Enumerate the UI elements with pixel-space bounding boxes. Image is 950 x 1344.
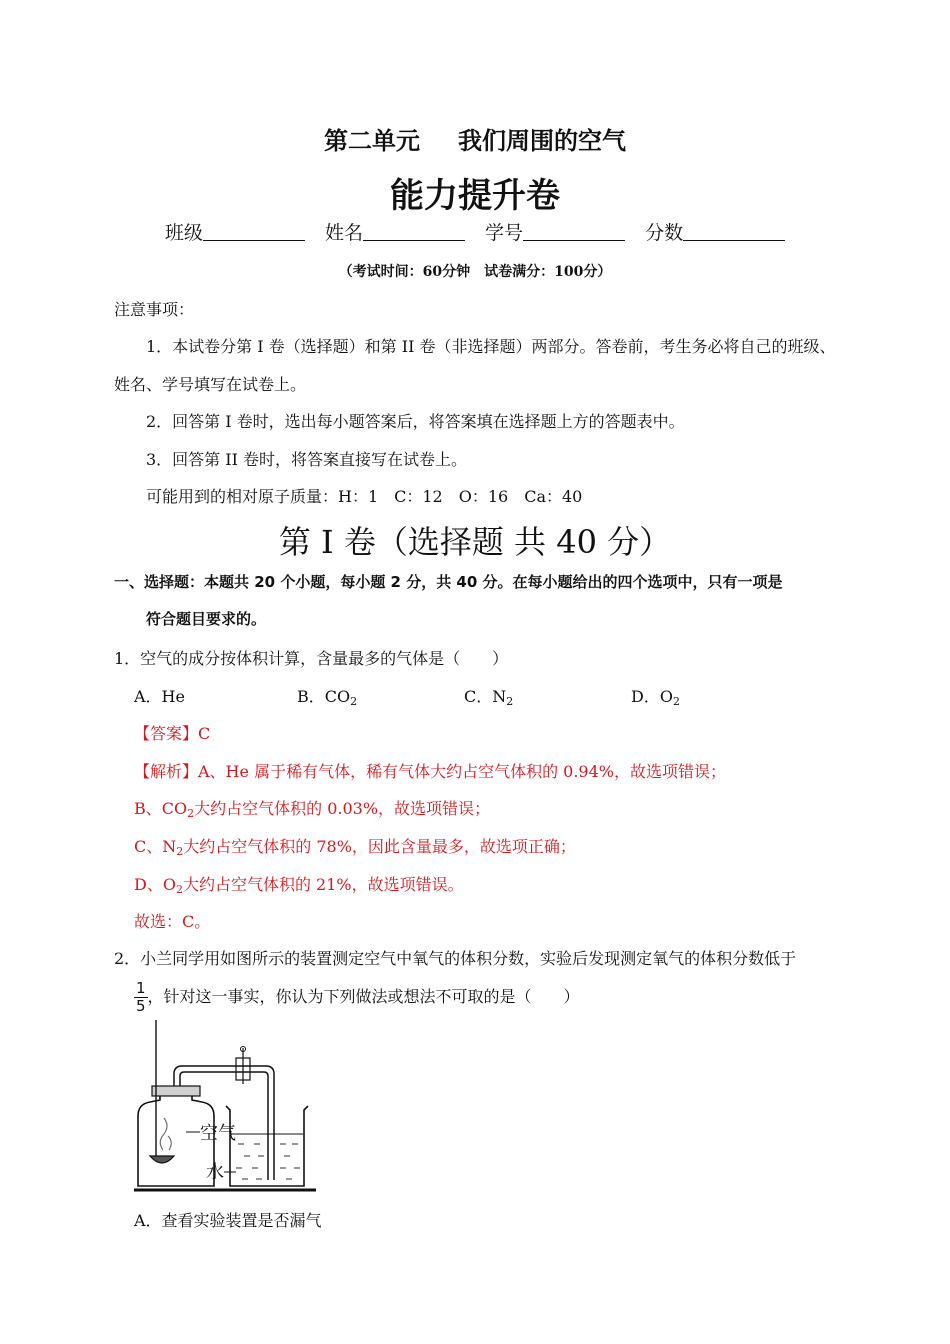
- q1-option-b-sub: 2: [350, 695, 358, 708]
- q1-analysis-b-post: 大约占空气体积的 0.03%，故选项错误；: [194, 799, 491, 818]
- notice-item-3: 3．回答第 II 卷时，将答案直接写在试卷上。: [146, 450, 467, 469]
- q1-stem: 1．空气的成分按体积计算，含量最多的气体是（ ）: [114, 649, 509, 668]
- notice-item-1-cont: 姓名、学号填写在试卷上。: [114, 375, 307, 394]
- q1-option-b-text: B．CO: [297, 687, 351, 706]
- student-id-blank[interactable]: [523, 222, 625, 241]
- q1-answer: 【答案】C: [134, 724, 211, 743]
- q2-stem-cont: [134, 980, 580, 1015]
- student-id-label: 学号: [485, 222, 524, 244]
- atomic-mass-note: 可能用到的相对原子质量：H：1 C：12 O：16 Ca：40: [146, 487, 583, 506]
- unit-title: [0, 121, 950, 156]
- one-fifth-fraction: [134, 980, 148, 1015]
- q1-analysis-d: [134, 872, 464, 896]
- figure-label-air: 空气: [200, 1123, 236, 1144]
- section-title: 第 I 卷（选择题 共 40 分）: [278, 523, 672, 561]
- q1-analysis-d-post: 大约占空气体积的 21%，故选项错误。: [182, 875, 464, 894]
- q1-analysis-b-pre: B、CO: [134, 799, 188, 818]
- q1-option-d-sub: 2: [672, 695, 680, 708]
- time-note: （考试时间：60分钟 试卷满分：100分）: [338, 264, 612, 280]
- q1-analysis-b: [134, 796, 490, 820]
- score-field[interactable]: [645, 222, 785, 244]
- student-info-line: [0, 218, 950, 245]
- q2-stem: 2．小兰同学用如图所示的装置测定空气中氧气的体积分数，实验后发现测定氧气的体积分数低于: [114, 949, 797, 968]
- q1-analysis-a: 【解析】A、He 属于稀有气体，稀有气体大约占空气体积的 0.94%，故选项错误；: [134, 762, 726, 781]
- q1-analysis-c-sub: 2: [176, 845, 184, 858]
- class-blank[interactable]: [203, 222, 305, 241]
- notice-heading: 注意事项：: [114, 300, 195, 319]
- q1-analysis-c: [134, 834, 576, 858]
- fraction-numerator: 1: [136, 979, 146, 997]
- q1-option-c-sub: 2: [506, 695, 514, 708]
- q1-analysis-c-pre: C、N: [134, 837, 177, 856]
- student-id-field[interactable]: [485, 222, 625, 244]
- q1-option-d-text: D．O: [631, 687, 673, 706]
- q1-analysis-c-post: 大约占空气体积的 78%，因此含量最多，故选项正确；: [183, 837, 576, 856]
- q1-option-c[interactable]: [464, 684, 513, 708]
- figure-label-water: 水: [206, 1162, 224, 1183]
- class-field[interactable]: [165, 222, 305, 244]
- unit-number: 第二单元: [324, 127, 420, 155]
- q1-analysis-d-pre: D、O: [134, 875, 176, 894]
- unit-topic: 我们周围的空气: [458, 127, 626, 155]
- class-label: 班级: [164, 222, 203, 244]
- notice-item-2: 2．回答第 I 卷时，选出每小题答案后，将答案填在选择题上方的答题表中。: [146, 412, 685, 431]
- q1-option-c-text: C．N: [464, 687, 507, 706]
- q2-option-a[interactable]: A．查看实验装置是否漏气: [134, 1211, 322, 1230]
- q2-stem-text: ，针对这一事实，你认为下列做法或想法不可取的是（ ）: [147, 987, 580, 1006]
- name-field[interactable]: [325, 222, 465, 244]
- name-label: 姓名: [324, 222, 363, 244]
- name-blank[interactable]: [363, 222, 465, 241]
- section-intro-cont: 符合题目要求的。: [146, 610, 267, 628]
- notice-item-1: 1．本试卷分第 I 卷（选择题）和第 II 卷（非选择题）两部分。答卷前，考生务必将自己的班级、: [146, 337, 836, 356]
- q1-option-a[interactable]: A．He: [134, 687, 185, 706]
- q1-option-d[interactable]: [631, 684, 680, 708]
- apparatus-figure: [130, 1018, 320, 1196]
- q1-conclusion: 故选：C。: [134, 912, 211, 931]
- exam-title: 能力提升卷: [390, 176, 560, 216]
- fraction-denominator: 5: [136, 997, 146, 1015]
- section-intro: 一、选择题：本题共 20 个小题，每小题 2 分，共 40 分。在每小题给出的四个选项中，只有一项是: [114, 573, 783, 591]
- q1-analysis-b-sub: 2: [187, 807, 195, 820]
- score-label: 分数: [645, 222, 684, 244]
- q1-option-b[interactable]: [297, 684, 357, 708]
- q1-analysis-d-sub: 2: [175, 883, 183, 896]
- score-blank[interactable]: [683, 222, 785, 241]
